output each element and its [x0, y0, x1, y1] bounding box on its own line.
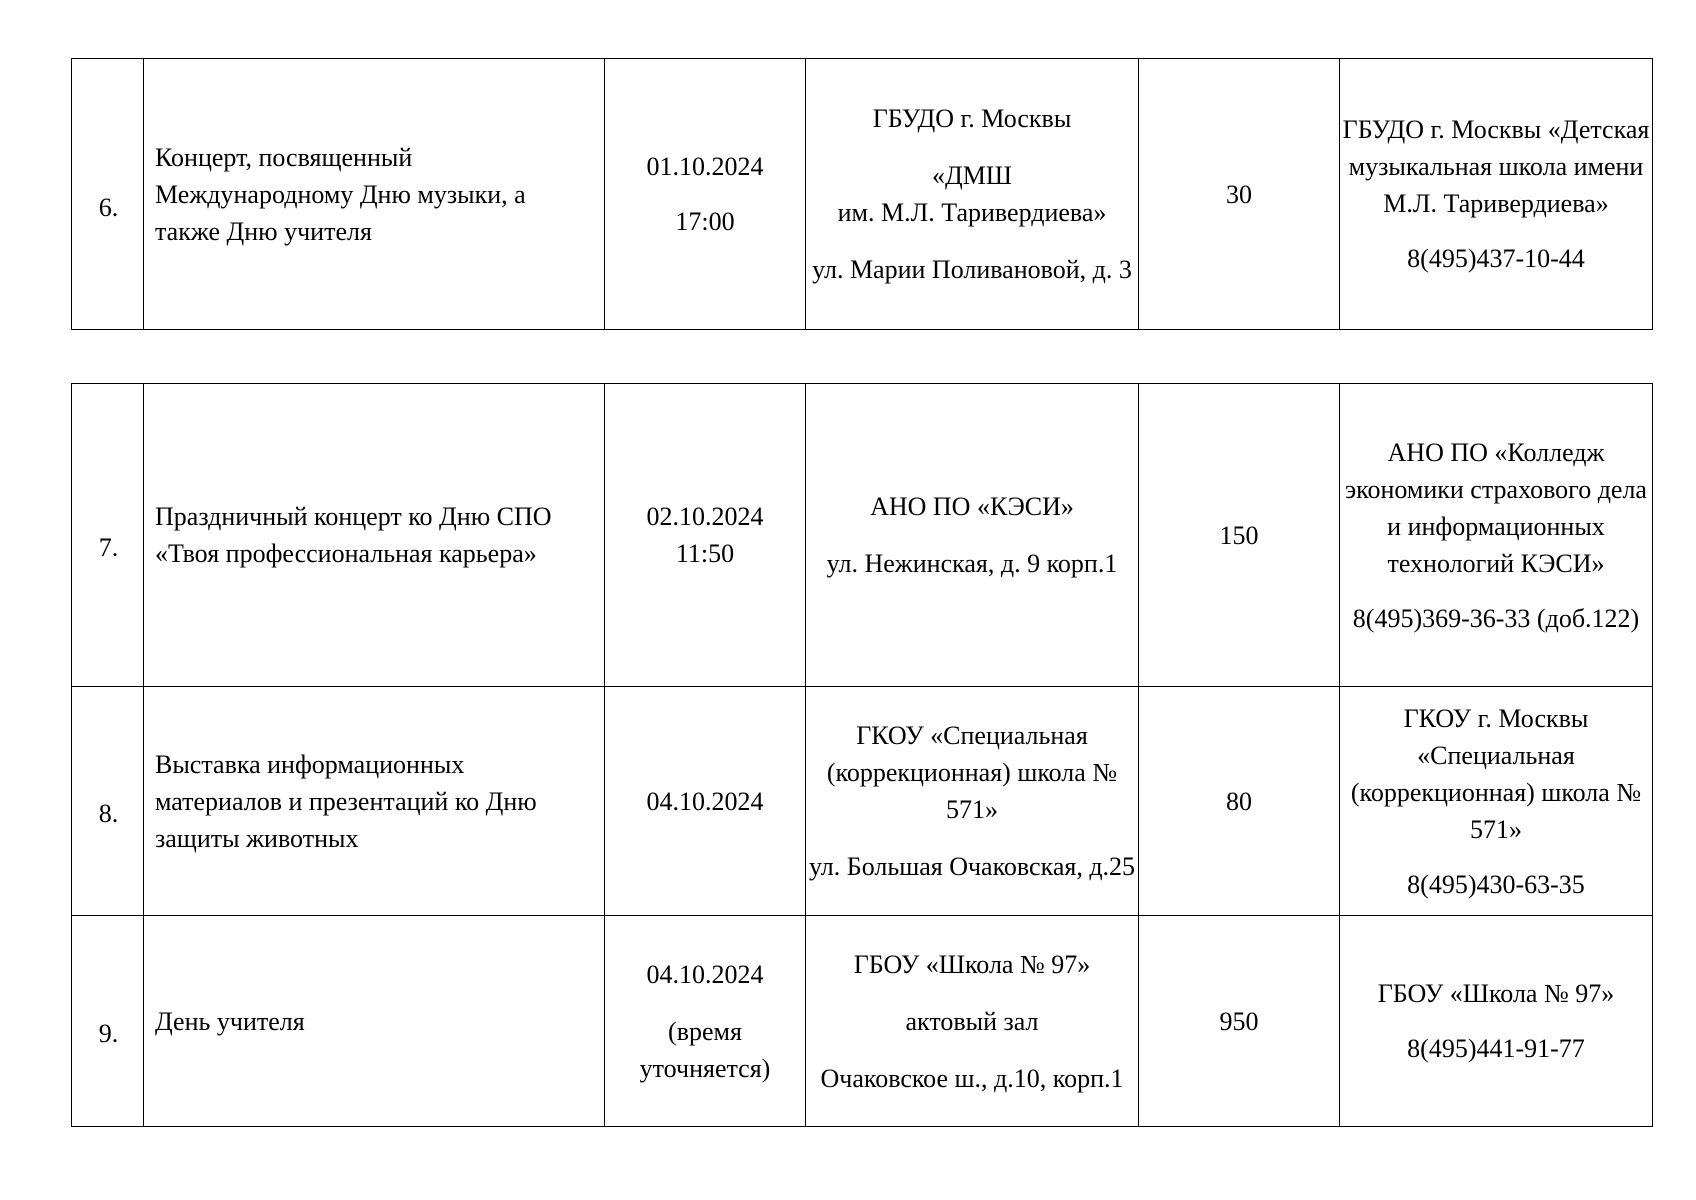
row-number-cell: [72, 916, 144, 1127]
organizer-phone: 8(495)369-36-33 (доб.122): [1352, 603, 1640, 633]
date-time-cell: [605, 59, 806, 330]
event-name: Выставка информационных материалов и презентаций ко Дню защиты животных: [155, 749, 537, 853]
date-time-cell: [605, 916, 806, 1127]
table-row: [72, 687, 1653, 916]
events-table-part-1: [71, 58, 1653, 330]
venue-name-line1: «ДМШ: [931, 161, 1013, 190]
organizer-cell: [1340, 384, 1653, 687]
participants-cell: [1139, 916, 1340, 1127]
event-time: 11:50: [675, 539, 735, 568]
row-number-cell: [72, 384, 144, 687]
organizer-cell: [1340, 687, 1653, 916]
event-name-cell: [144, 59, 605, 330]
venue-cell: [806, 687, 1139, 916]
participants-count: 80: [1226, 786, 1252, 816]
organizer-name: ГБОУ «Школа № 97»: [1377, 979, 1615, 1008]
organizer-name: ГБУДО г. Москвы «Детская музыкальная школа имени М.Л. Таривердиева»: [1342, 115, 1650, 218]
table-row: [72, 59, 1653, 330]
event-time: 17:00: [675, 207, 735, 236]
event-name: Концерт, посвященный Международному Дню музыки, а также Дню учителя: [155, 142, 526, 246]
organizer-cell: [1340, 59, 1653, 330]
organizer-cell: [1340, 916, 1653, 1127]
venue-org: АНО ПО «КЭСИ»: [870, 492, 1074, 521]
participants-cell: [1139, 687, 1340, 916]
row-number-cell: [72, 687, 144, 916]
date-time-cell: [605, 687, 806, 916]
row-number: 9.: [98, 1018, 119, 1048]
events-table-part-2: [71, 383, 1653, 1127]
venue-address: ул. Нежинская, д. 9 корп.1: [826, 549, 1118, 578]
venue-address: ул. Марии Поливановой, д. 3: [812, 255, 1132, 284]
venue-org: ГКОУ «Специальная (коррекционная) школа № 571»: [826, 721, 1118, 824]
participants-count: 950: [1219, 1006, 1259, 1036]
organizer-name: АНО ПО «Колледж экономики страхового дела и информационных технологий КЭСИ»: [1345, 437, 1647, 578]
participants-count: 150: [1219, 520, 1259, 550]
row-number: 6.: [98, 192, 119, 222]
venue-address: ул. Большая Очаковская, д.25: [808, 852, 1136, 881]
table-row: [72, 384, 1653, 687]
venue-org: ГБУДО г. Москвы: [872, 104, 1072, 133]
event-date: 04.10.2024: [646, 786, 764, 816]
participants-cell: [1139, 384, 1340, 687]
venue-address: Очаковское ш., д.10, корп.1: [820, 1063, 1124, 1093]
event-time-note: (время уточняется): [639, 1016, 771, 1083]
venue-cell: [806, 384, 1139, 687]
venue-name-line2: им. М.Л. Таривердиева»: [837, 198, 1107, 227]
organizer-phone: 8(495)441-91-77: [1407, 1034, 1585, 1063]
event-name-cell: [144, 916, 605, 1127]
date-time-cell: [605, 384, 806, 687]
venue-cell: [806, 916, 1139, 1127]
organizer-phone: 8(495)430-63-35: [1407, 869, 1585, 899]
venue-cell: [806, 59, 1139, 330]
venue-org: ГБОУ «Школа № 97»: [853, 949, 1091, 979]
event-name: Праздничный концерт ко Дню СПО «Твоя профессиональная карьера»: [155, 502, 552, 568]
venue-hall: актовый зал: [905, 1006, 1039, 1036]
participants-cell: [1139, 59, 1340, 330]
row-number-cell: [72, 59, 144, 330]
organizer-phone: 8(495)437-10-44: [1407, 244, 1585, 273]
row-number: 7.: [98, 532, 119, 562]
row-number: 8.: [98, 798, 119, 828]
organizer-name: ГКОУ г. Москвы «Специальная (коррекционная) школа № 571»: [1350, 703, 1642, 844]
event-date: 04.10.2024: [646, 959, 764, 989]
event-date: 02.10.2024: [646, 502, 764, 531]
participants-count: 30: [1226, 179, 1252, 209]
event-name: День учителя: [155, 1006, 305, 1036]
event-date: 01.10.2024: [646, 152, 764, 181]
event-name-cell: [144, 384, 605, 687]
table-row: [72, 916, 1653, 1127]
event-name-cell: [144, 687, 605, 916]
